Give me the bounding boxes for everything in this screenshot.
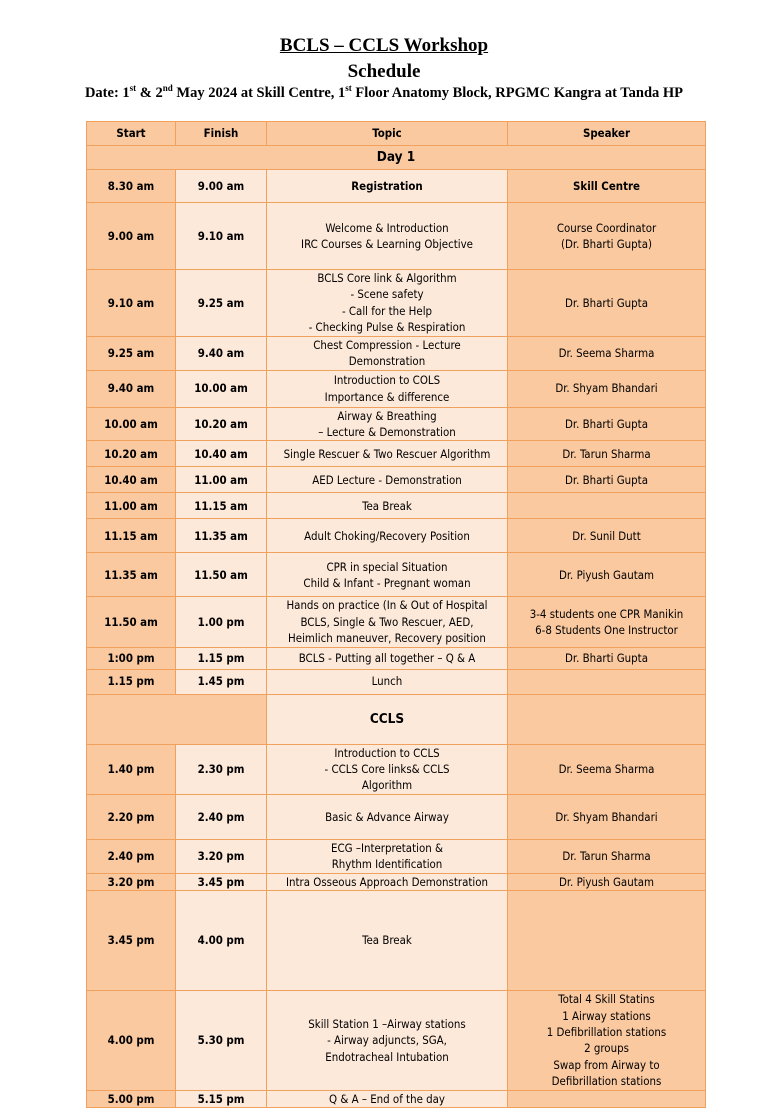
speaker-cell [508, 669, 706, 694]
speaker-line: Dr. Bharti Gupta [565, 472, 648, 487]
speaker-line: Dr. Bharti Gupta [565, 295, 648, 310]
finish-time-cell: 11.35 am [176, 519, 267, 553]
finish-time-cell: 11.50 am [176, 553, 267, 597]
speaker-line: Dr. Piyush Gautam [559, 874, 654, 889]
table-row [87, 441, 706, 467]
topic-line: Airway & Breathing [337, 408, 437, 423]
finish-time-cell: 5.30 pm [176, 991, 267, 1090]
start-time-cell: 8.30 am [87, 170, 176, 203]
speaker-line: Dr. Seema Sharma [558, 345, 655, 360]
finish-time-cell: 1.15 pm [176, 647, 267, 669]
topic-line: Introduction to CCLS [334, 745, 440, 760]
section-row [87, 694, 706, 744]
table-row [87, 519, 706, 553]
finish-time-cell: 10.00 am [176, 370, 267, 407]
topic-line: Rhythm Identification [331, 857, 443, 872]
topic-line: Intra Osseous Approach Demonstration [285, 874, 489, 889]
topic-cell [267, 519, 508, 553]
finish-time-cell: 2.40 pm [176, 794, 267, 839]
start-time-cell: 1.15 pm [87, 669, 176, 694]
speaker-cell [508, 370, 706, 407]
table-row [87, 370, 706, 407]
speaker-line: (Dr. Bharti Gupta) [561, 237, 652, 251]
topic-cell [267, 647, 508, 669]
speaker-line: Dr. Tarun Sharma [562, 849, 651, 864]
start-time-cell: 3.20 pm [87, 873, 176, 890]
topic-cell [267, 441, 508, 467]
topic-line: Chest Compression - Lecture [313, 337, 461, 352]
topic-line: Adult Choking/Recovery Position [304, 528, 470, 543]
finish-time-cell: 11.15 am [176, 493, 267, 519]
section-spacer [87, 694, 267, 744]
start-time-cell: 11.15 am [87, 519, 176, 553]
topic-line: – Lecture & Demonstration [318, 425, 456, 440]
topic-line: BCLS Core link & Algorithm [317, 271, 457, 285]
topic-line: IRC Courses & Learning Objective [301, 237, 473, 251]
table-row [87, 1090, 706, 1107]
finish-time-cell: 9.10 am [176, 203, 267, 270]
topic-line: Lunch [371, 674, 403, 689]
header-start: Start [87, 122, 176, 146]
speaker-line: Dr. Shyam Bhandari [555, 381, 658, 396]
schedule-table [86, 121, 706, 1108]
speaker-cell [508, 203, 706, 270]
speaker-cell [508, 407, 706, 441]
speaker-line: Dr. Seema Sharma [558, 762, 655, 777]
start-time-cell: 11.35 am [87, 553, 176, 597]
topic-cell [267, 873, 508, 890]
finish-time-cell: 4.00 pm [176, 891, 267, 991]
topic-cell [267, 370, 508, 407]
topic-line: Basic & Advance Airway [325, 809, 449, 824]
topic-cell [267, 170, 508, 203]
topic-line: - CCLS Core links& CCLS [324, 762, 450, 777]
speaker-cell [508, 441, 706, 467]
speaker-cell [508, 839, 706, 873]
finish-time-cell: 9.25 am [176, 270, 267, 337]
table-row [87, 203, 706, 270]
speaker-cell [508, 873, 706, 890]
start-time-cell: 10.20 am [87, 441, 176, 467]
table-header-row [87, 122, 706, 146]
topic-line: Welcome & Introduction [325, 220, 449, 235]
table-row [87, 407, 706, 441]
speaker-line: 6-8 Students One Instructor [535, 623, 678, 638]
topic-line: AED Lecture - Demonstration [312, 472, 462, 487]
topic-line: ECG –Interpretation & [331, 840, 443, 855]
topic-line: BCLS - Putting all together – Q & A [298, 650, 476, 665]
speaker-line: Dr. Shyam Bhandari [555, 809, 658, 824]
speaker-cell [508, 493, 706, 519]
start-time-cell: 2.20 pm [87, 794, 176, 839]
document-subtitle: Schedule [347, 61, 421, 82]
finish-time-cell: 1.00 pm [176, 597, 267, 647]
start-time-cell: 11.50 am [87, 597, 176, 647]
speaker-cell [508, 270, 706, 337]
speaker-cell [508, 1090, 706, 1107]
start-time-cell: 10.00 am [87, 407, 176, 441]
topic-line: CPR in special Situation [326, 559, 448, 574]
section-label: CCLS [369, 710, 405, 727]
finish-time-cell: 3.45 pm [176, 873, 267, 890]
finish-time-cell: 10.40 am [176, 441, 267, 467]
document-title: BCLS – CCLS Workshop [279, 35, 489, 56]
table-row [87, 744, 706, 794]
start-time-cell: 9.25 am [87, 336, 176, 370]
speaker-line: Dr. Bharti Gupta [565, 650, 648, 665]
topic-cell [267, 553, 508, 597]
speaker-line: 1 Airway stations [562, 1008, 651, 1023]
topic-line: Tea Break [362, 933, 412, 948]
speaker-cell [508, 744, 706, 794]
date-line: Date: 1st & 2nd May 2024 at Skill Centre, 1st Floor Anatomy Block, RPGMC Kangra at Tanda HP [84, 83, 684, 101]
start-time-cell: 9.40 am [87, 370, 176, 407]
topic-cell [267, 1090, 508, 1107]
topic-line: Single Rescuer & Two Rescuer Algorithm [283, 446, 491, 461]
speaker-cell [508, 519, 706, 553]
speaker-line: 1 Defibrillation stations [546, 1024, 667, 1039]
table-row [87, 493, 706, 519]
section-label: Day 1 [376, 149, 416, 166]
topic-line: Child & Infant - Pregnant woman [303, 575, 471, 590]
topic-line: Endotracheal Intubation [325, 1049, 449, 1064]
topic-line: Registration [351, 178, 423, 193]
speaker-cell [508, 891, 706, 991]
topic-line: BCLS, Single & Two Rescuer, AED, [300, 614, 474, 629]
section-spacer [508, 694, 706, 744]
table-row [87, 891, 706, 991]
header-topic: Topic [267, 122, 508, 146]
start-time-cell: 10.40 am [87, 467, 176, 493]
topic-line: Q & A – End of the day [329, 1091, 445, 1106]
topic-line: Demonstration [348, 354, 426, 369]
start-time-cell: 1:00 pm [87, 647, 176, 669]
topic-line: - Airway adjuncts, SGA, [327, 1033, 447, 1048]
topic-cell [267, 597, 508, 647]
start-time-cell: 9.00 am [87, 203, 176, 270]
speaker-line: Course Coordinator [556, 220, 657, 235]
topic-cell [267, 270, 508, 337]
speaker-line: Skill Centre [573, 178, 640, 193]
speaker-cell [508, 553, 706, 597]
topic-line: Introduction to COLS [333, 373, 441, 388]
finish-time-cell: 9.00 am [176, 170, 267, 203]
finish-time-cell: 11.00 am [176, 467, 267, 493]
topic-cell [267, 203, 508, 270]
finish-time-cell: 10.20 am [176, 407, 267, 441]
start-time-cell: 3.45 pm [87, 891, 176, 991]
speaker-line: Total 4 Skill Statins [558, 992, 655, 1007]
finish-time-cell: 1.45 pm [176, 669, 267, 694]
speaker-line: Defibrillation stations [551, 1074, 662, 1089]
topic-line: Heimlich maneuver, Recovery position [288, 631, 486, 646]
topic-cell [267, 669, 508, 694]
finish-time-cell: 3.20 pm [176, 839, 267, 873]
topic-line: - Checking Pulse & Respiration [308, 320, 466, 335]
speaker-line: Swap from Airway to [553, 1057, 660, 1072]
table-row [87, 669, 706, 694]
speaker-cell [508, 336, 706, 370]
topic-cell [267, 336, 508, 370]
finish-time-cell: 9.40 am [176, 336, 267, 370]
start-time-cell: 1.40 pm [87, 744, 176, 794]
speaker-cell [508, 170, 706, 203]
start-time-cell: 9.10 am [87, 270, 176, 337]
finish-time-cell: 5.15 pm [176, 1090, 267, 1107]
speaker-line: Dr. Sunil Dutt [572, 528, 641, 543]
speaker-cell [508, 991, 706, 1090]
topic-line: Algorithm [361, 778, 413, 793]
section-row [87, 146, 706, 170]
table-row [87, 553, 706, 597]
start-time-cell: 2.40 pm [87, 839, 176, 873]
table-row [87, 170, 706, 203]
topic-cell [267, 493, 508, 519]
topic-line: - Call for the Help [341, 303, 433, 318]
topic-cell [267, 744, 508, 794]
topic-line: Importance & difference [324, 389, 450, 404]
topic-cell [267, 839, 508, 873]
speaker-cell [508, 467, 706, 493]
header-finish: Finish [176, 122, 267, 146]
topic-line: Tea Break [362, 498, 412, 513]
speaker-cell [508, 794, 706, 839]
table-row [87, 794, 706, 839]
speaker-line: Dr. Bharti Gupta [565, 416, 648, 431]
table-row [87, 873, 706, 890]
topic-line: Hands on practice (In & Out of Hospital [286, 598, 488, 613]
start-time-cell: 11.00 am [87, 493, 176, 519]
speaker-line: Dr. Piyush Gautam [559, 567, 654, 582]
table-row [87, 597, 706, 647]
topic-cell [267, 891, 508, 991]
speaker-cell [508, 647, 706, 669]
table-row [87, 839, 706, 873]
topic-cell [267, 991, 508, 1090]
speaker-cell [508, 597, 706, 647]
speaker-line: 3-4 students one CPR Manikin [529, 606, 684, 621]
speaker-line: 2 groups [584, 1041, 629, 1056]
topic-cell [267, 794, 508, 839]
table-row [87, 467, 706, 493]
section-cell [267, 694, 508, 744]
start-time-cell: 4.00 pm [87, 991, 176, 1090]
speaker-line: Dr. Tarun Sharma [562, 446, 651, 461]
table-row [87, 270, 706, 337]
section-cell [87, 146, 706, 170]
header-speaker: Speaker [508, 122, 706, 146]
finish-time-cell: 2.30 pm [176, 744, 267, 794]
topic-line: Skill Station 1 –Airway stations [308, 1016, 466, 1031]
start-time-cell: 5.00 pm [87, 1090, 176, 1107]
topic-cell [267, 407, 508, 441]
topic-cell [267, 467, 508, 493]
table-row [87, 647, 706, 669]
table-row [87, 336, 706, 370]
topic-line: - Scene safety [350, 287, 424, 302]
table-row [87, 991, 706, 1090]
